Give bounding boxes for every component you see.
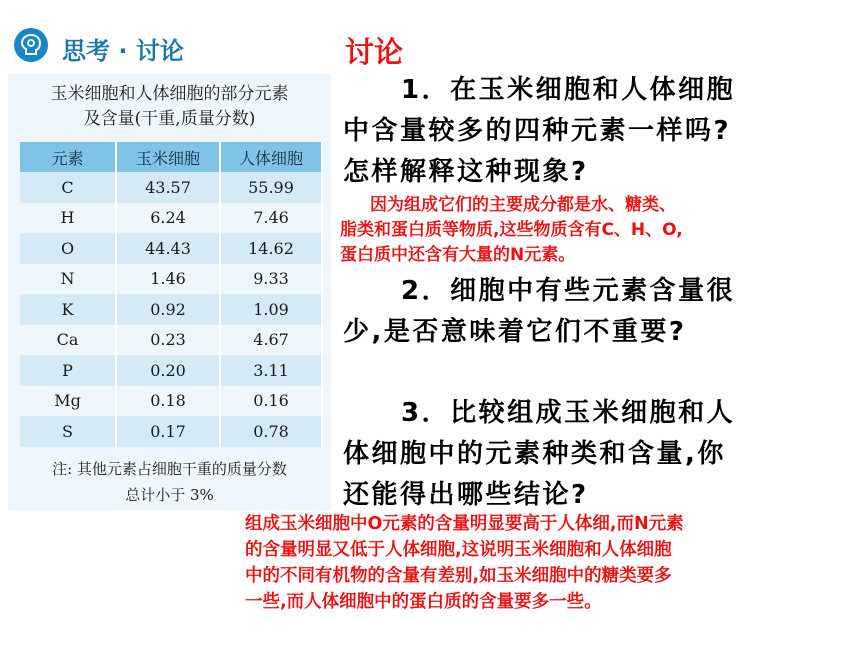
table-row xyxy=(20,294,323,325)
cell-element: N xyxy=(20,264,117,295)
cell-element: Ca xyxy=(20,325,117,356)
discussion-title: 讨论 xyxy=(345,35,404,69)
table-title-line-2: 及含量(干重,质量分数) xyxy=(83,109,256,129)
element-content-table xyxy=(20,142,323,447)
heading-label: 思考 · 讨论 xyxy=(62,37,184,65)
table-footnote xyxy=(8,456,331,508)
cell-human: 14.62 xyxy=(221,233,323,264)
lightbulb-head-icon xyxy=(14,28,48,62)
answer-1-line: 因为组成它们的主要成分都是水、糖类、 xyxy=(370,195,676,215)
footnote-line-1: 注: 其他元素占细胞干重的质量分数 xyxy=(52,460,287,478)
answer-3-line: 的含量明显又低于人体细胞,这说明玉米细胞和人体细胞 xyxy=(245,540,672,560)
answer-1 xyxy=(340,193,840,268)
question-1-line: 1．在玉米细胞和人体细胞 xyxy=(401,75,736,105)
cell-element: K xyxy=(20,294,117,325)
answer-3 xyxy=(245,511,855,615)
table-title-line-1: 玉米细胞和人体细胞的部分元素 xyxy=(50,84,289,104)
question-3-line: 3．比较组成玉米细胞和人 xyxy=(401,398,736,428)
question-2 xyxy=(343,271,843,353)
answer-1-line: 蛋白质中还含有大量的N元素。 xyxy=(340,245,576,265)
question-3-line: 体细胞中的元素种类和含量,你 xyxy=(343,439,726,469)
cell-corn: 44.43 xyxy=(117,233,221,264)
think-discuss-heading xyxy=(8,22,188,68)
question-2-line: 少,是否意味着它们不重要? xyxy=(343,317,687,347)
table-row xyxy=(20,355,323,386)
cell-element: S xyxy=(20,416,117,447)
cell-element: Mg xyxy=(20,386,117,417)
header-element: 元素 xyxy=(20,142,117,172)
cell-human: 4.67 xyxy=(221,325,323,356)
table-header-row xyxy=(20,142,323,172)
cell-corn: 43.57 xyxy=(117,172,221,203)
table-title xyxy=(8,82,331,132)
cell-corn: 1.46 xyxy=(117,264,221,295)
table-row xyxy=(20,233,323,264)
question-3 xyxy=(343,393,843,516)
table-row xyxy=(20,325,323,356)
question-2-line: 2．细胞中有些元素含量很 xyxy=(401,276,736,306)
cell-human: 55.99 xyxy=(221,172,323,203)
cell-corn: 6.24 xyxy=(117,203,221,234)
question-1-line: 怎样解释这种现象? xyxy=(343,157,589,187)
table-row xyxy=(20,416,323,447)
cell-element: C xyxy=(20,172,117,203)
cell-human: 1.09 xyxy=(221,294,323,325)
cell-human: 9.33 xyxy=(221,264,323,295)
question-1-line: 中含量较多的四种元素一样吗? xyxy=(343,116,732,146)
header-human-cell: 人体细胞 xyxy=(221,142,323,172)
question-1 xyxy=(343,70,843,193)
cell-corn: 0.92 xyxy=(117,294,221,325)
cell-human: 7.46 xyxy=(221,203,323,234)
table-row xyxy=(20,264,323,295)
footnote-line-2: 总计小于 3% xyxy=(125,486,214,504)
cell-corn: 0.20 xyxy=(117,355,221,386)
header-corn-cell: 玉米细胞 xyxy=(117,142,221,172)
table-row xyxy=(20,386,323,417)
answer-3-line: 中的不同有机物的含量有差别,如玉米细胞中的糖类要多 xyxy=(245,566,672,586)
cell-element: P xyxy=(20,355,117,386)
table-row xyxy=(20,172,323,203)
cell-human: 3.11 xyxy=(221,355,323,386)
question-3-line: 还能得出哪些结论? xyxy=(343,480,589,510)
cell-corn: 0.23 xyxy=(117,325,221,356)
table-row xyxy=(20,203,323,234)
answer-3-line: 组成玉米细胞中O元素的含量明显要高于人体细,而N元素 xyxy=(245,514,684,534)
cell-element: O xyxy=(20,233,117,264)
answer-3-line: 一些,而人体细胞中的蛋白质的含量要多一些。 xyxy=(245,592,602,612)
cell-corn: 0.17 xyxy=(117,416,221,447)
element-table-card xyxy=(8,74,331,510)
cell-element: H xyxy=(20,203,117,234)
cell-human: 0.16 xyxy=(221,386,323,417)
textbook-panel xyxy=(0,0,335,510)
cell-human: 0.78 xyxy=(221,416,323,447)
cell-corn: 0.18 xyxy=(117,386,221,417)
answer-1-line: 脂类和蛋白质等物质,这些物质含有C、H、O, xyxy=(340,220,683,240)
